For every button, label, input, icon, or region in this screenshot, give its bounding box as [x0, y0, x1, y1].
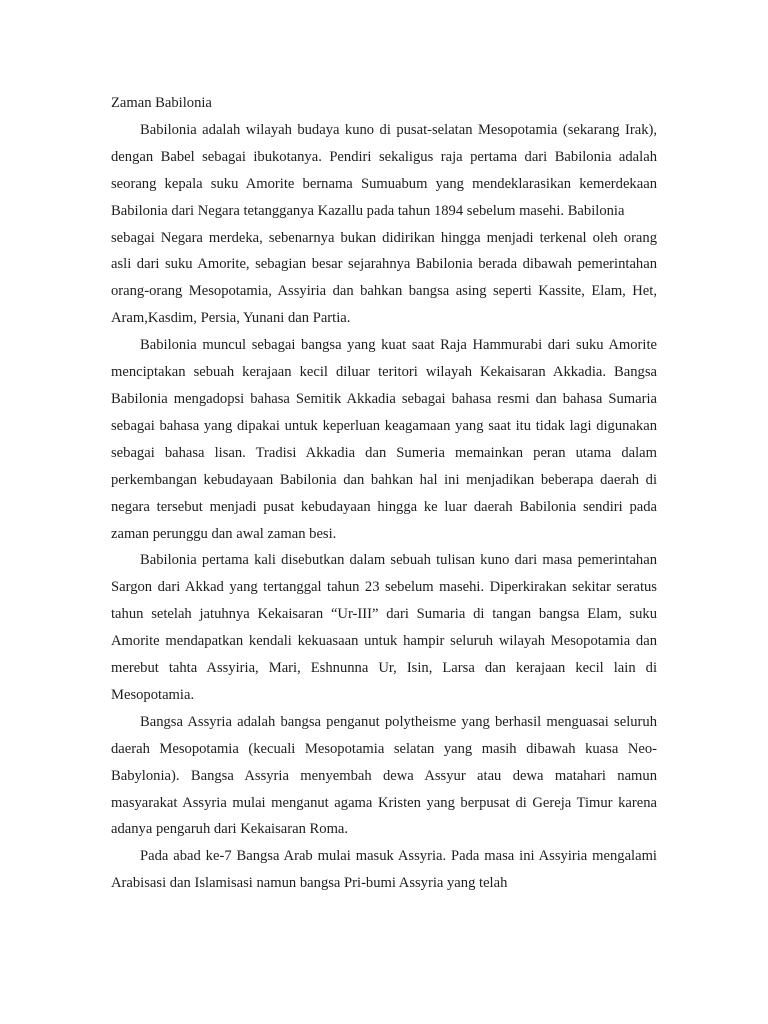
paragraph: sebagai Negara merdeka, sebenarnya bukan didirikan hingga menjadi terkenal oleh orang asli dari suku Amorite, sebagian besar sejarahnya Babilonia berada dibawah pemerintahan orang-orang Mesopotamia, Assyiria dan bahkan bangsa asing seperti Kassite, Elam, Het, Aram,Kasdim, Persia, Yunani dan Partia. [111, 229, 657, 327]
paragraph: Babilonia pertama kali disebutkan dalam sebuah tulisan kuno dari masa pemerintahan Sargon dari Akkad yang tertanggal tahun 23 sebelum masehi. Diperkirakan sekitar seratus tahun setelah jatuhnya Kekaisaran “Ur-III” dari Sumaria di tangan bangsa Elam, suku Amorite mendapatkan kendali kekuasaan untuk hampir seluruh wilayah Mesopotamia dan merebut tahta Assyiria, Mari, Eshnunna Ur, Isin, Larsa dan kerajaan kecil lain di Mesopotamia. [111, 552, 657, 703]
document-body [111, 90, 657, 897]
document-title: Zaman Babilonia [111, 95, 212, 111]
paragraph: Bangsa Assyria adalah bangsa penganut polytheisme yang berhasil menguasai seluruh daerah Mesopotamia (kecuali Mesopotamia selatan yang masih dibawah kuasa Neo-Babylonia). Bangsa Assyria menyembah dewa Assyur atau dewa matahari namun masyarakat Assyria mulai menganut agama Kristen yang berpusat di Gereja Timur karena adanya pengaruh dari Kekaisaran Roma. [111, 713, 657, 838]
paragraph: Pada abad ke-7 Bangsa Arab mulai masuk Assyria. Pada masa ini Assyiria mengalami Arabisasi dan Islamisasi namun bangsa Pri-bumi Assyria yang telah [111, 848, 657, 892]
paragraph: Babilonia adalah wilayah budaya kuno di pusat-selatan Mesopotamia (sekarang Irak), dengan Babel sebagai ibukotanya. Pendiri sekaligus raja pertama dari Babilonia adalah seorang kepala suku Amorite bernama Sumuabum yang mendeklarasikan kemerdekaan Babilonia dari Negara tetangganya Kazallu pada tahun 1894 sebelum masehi. Babilonia [111, 121, 657, 219]
paragraph: Babilonia muncul sebagai bangsa yang kuat saat Raja Hammurabi dari suku Amorite menciptakan sebuah kerajaan kecil diluar teritori wilayah Kekaisaran Akkadia. Bangsa Babilonia mengadopsi bahasa Semitik Akkadia sebagai bahasa resmi dan bahasa Sumaria sebagai bahasa yang dipakai untuk keperluan keagamaan yang saat itu tidak lagi digunakan sebagai bahasa lisan. Tradisi Akkadia dan Sumeria memainkan peran utama dalam perkembangan kebudayaan Babilonia dan bahkan hal ini menjadikan beberapa daerah di negara tersebut menjadi pusat kebudayaan hingga ke luar daerah Babilonia sendiri pada zaman perunggu dan awal zaman besi. [111, 337, 657, 542]
